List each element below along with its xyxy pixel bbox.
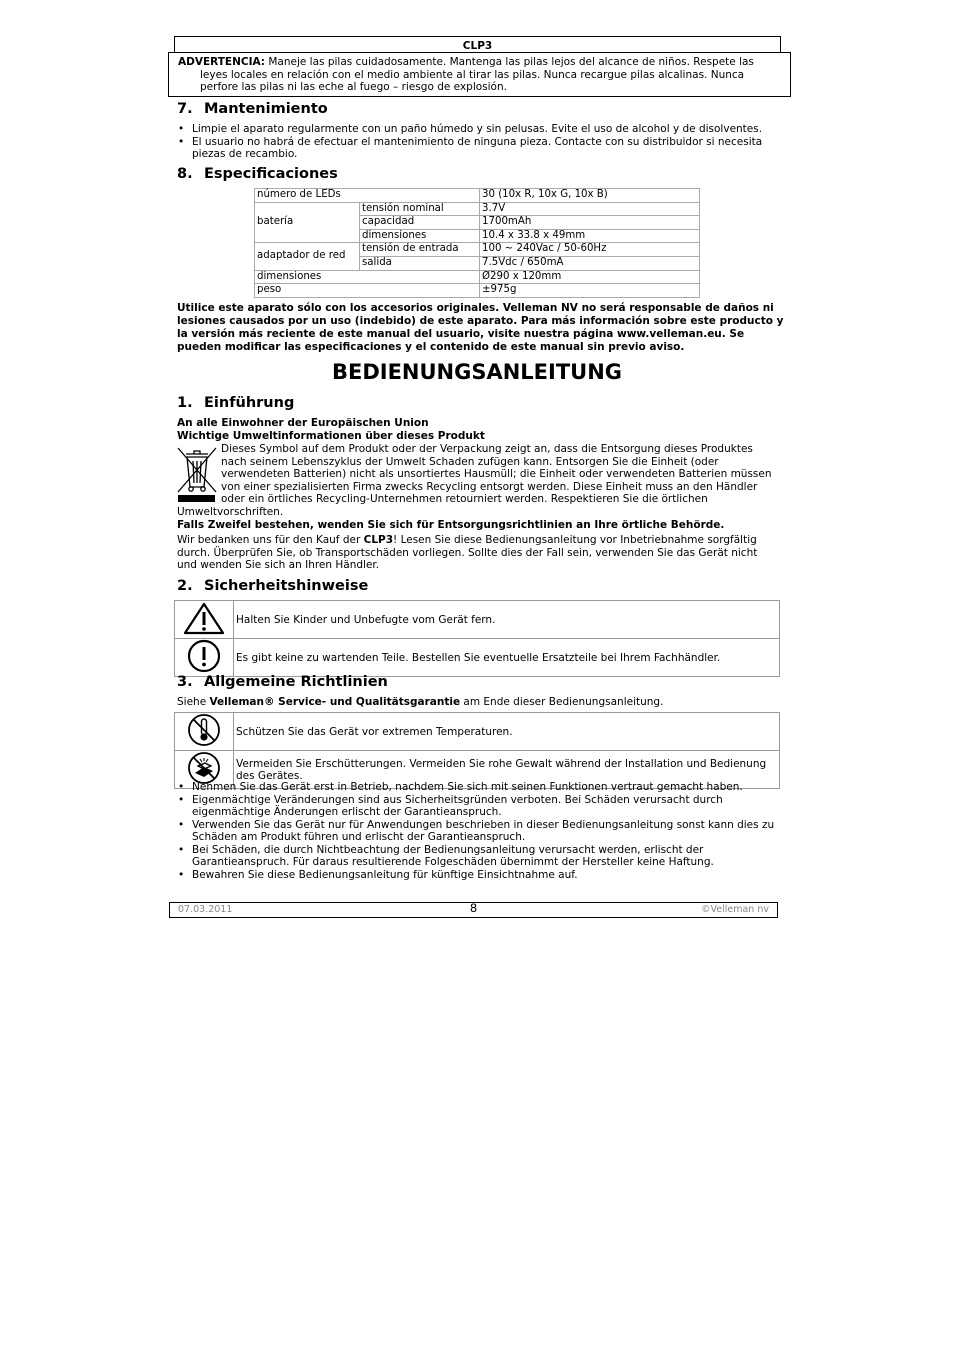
weee-bin-icon — [176, 445, 218, 503]
section-heading-allgemeine-richtlinien: 3. Allgemeine Richtlinien — [177, 674, 388, 690]
table-row: dimensiones 10.4 x 33.8 x 49mm — [255, 229, 700, 243]
table-row: Halten Sie Kinder und Unbefugte vom Gerät fern. — [175, 601, 780, 639]
no-shock-icon — [186, 751, 222, 785]
guidelines-list — [178, 781, 778, 881]
footer-copyright: ©Velleman nv — [701, 904, 769, 915]
list-item: • Nehmen Sie das Gerät erst in Betrieb, nachdem Sie sich mit seinen Funktionen vertraut gemacht haben. — [178, 781, 778, 794]
warning-line-3: perfore las pilas ni las eche al fuego – riesgo de explosión. — [200, 81, 507, 93]
table-row: batería tensión nominal 3.7V — [255, 202, 700, 216]
eu-heading: An alle Einwohner der Europäischen Union — [177, 417, 429, 429]
section-heading-mantenimiento: 7. Mantenimiento — [177, 101, 328, 117]
page-title: BEDIENUNGSANLEITUNG — [331, 360, 623, 384]
warning-label: ADVERTENCIA: — [178, 56, 266, 68]
section-heading-especificaciones: 8. Especificaciones — [177, 166, 338, 182]
table-row: adaptador de red tensión de entrada 100 ~ 240Vac / 50-60Hz — [255, 243, 700, 257]
list-item: • Bewahren Sie diese Bedienungsanleitung für künftige Einsichtnahme auf. — [178, 869, 778, 882]
warning-triangle-icon — [182, 601, 226, 635]
model-header: CLP3 — [174, 36, 781, 53]
safety-table — [174, 600, 780, 677]
table-row: capacidad 1700mAh — [255, 216, 700, 230]
list-item: • Limpie el aparato regularmente con un paño húmedo y sin pelusas. Evite el uso de alcohol y de disolventes. — [178, 123, 778, 136]
list-item: • Eigenmächtige Veränderungen sind aus Sicherheitsgründen verboten. Bei Schäden verursacht durch eigenmächtige Änderungen erlischt der Garantieanspruch. — [178, 794, 778, 819]
table-row: Schützen Sie das Gerät vor extremen Temperaturen. — [175, 713, 780, 751]
table-row: peso ±975g — [255, 284, 700, 298]
warranty-reference: Siehe Velleman® Service- und Qualitätsgarantie am Ende dieser Bedienungsanleitung. — [177, 696, 664, 708]
warning-line-1: Maneje las pilas cuidadosamente. Mantenga las pilas lejos del alcance de niños. Respete las — [268, 56, 754, 68]
maintenance-list — [178, 123, 778, 161]
warning-line-2: leyes locales en relación con el medio ambiente al tirar las pilas. Nunca recargue pilas alcalinas. Nunca — [200, 68, 745, 81]
exclamation-circle-icon — [186, 639, 222, 673]
thanks-paragraph: Wir bedanken uns für den Kauf der CLP3! Lesen Sie diese Bedienungsanleitung vor Inbetriebnahme sorgfältig durch. Überprüfen Sie, ob Transportschäden vorliegen. Sollte dies der Fall sein, verwenden Sie das Gerät nicht und wenden Sie sich an Ihren Händler. — [177, 534, 758, 571]
page-number: 8 — [469, 901, 478, 915]
list-item: • El usuario no habrá de efectuar el mantenimiento de ninguna pieza. Contacte con su distribuidor si necesita piezas de recambio. — [178, 136, 778, 161]
list-item: • Verwenden Sie das Gerät nur für Anwendungen beschrieben in dieser Bedienungsanleitung sonst kann dies zu Schäden am Produkt führen und erlischt der Garantieanspruch. — [178, 819, 778, 844]
weee-text-tail: Umweltvorschriften. — [177, 506, 284, 518]
authority-note: Falls Zweifel bestehen, wenden Sie sich für Entsorgungsrichtlinien an Ihre örtliche Behörde. — [177, 519, 725, 531]
list-item: • Bei Schäden, die durch Nichtbeachtung der Bedienungsanleitung verursacht werden, erlischt der Garantieanspruch. Für daraus resultierende Folgeschäden übernimmt der Hersteller keine Haftung. — [178, 844, 778, 869]
battery-warning — [168, 52, 791, 97]
table-row: dimensiones Ø290 x 120mm — [255, 270, 700, 284]
table-row: Es gibt keine zu wartenden Teile. Bestellen Sie eventuelle Ersatzteile bei Ihrem Fachhändler. — [175, 639, 780, 677]
section-heading-einfuehrung: 1. Einführung — [177, 395, 295, 411]
page-footer — [169, 902, 778, 918]
env-heading: Wichtige Umweltinformationen über dieses Produkt — [177, 430, 485, 442]
guidelines-table — [174, 712, 780, 789]
section-heading-sicherheitshinweise: 2. Sicherheitshinweise — [177, 578, 369, 594]
weee-text: Dieses Symbol auf dem Produkt oder der Verpackung zeigt an, dass die Entsorgung dieses Produktes nach seinem Lebenszyklus der Umwelt Schaden zufügen kann. Entsorgen Sie die Einheit (oder verwendeten Batterien) nicht als unsortiertes Hausmüll; die Einheit oder verwendeten Batterien müssen von einer spezialisierten Firma zwecks Recycling entsorgt werden. Diese Einheit muss an den Händler oder ein örtliches Recycling-Unternehmen retourniert werden. Respektieren Sie die örtlichen — [221, 443, 772, 505]
table-row: salida 7.5Vdc / 650mA — [255, 256, 700, 270]
table-row: Vermeiden Sie Erschütterungen. Vermeiden Sie rohe Gewalt während der Installation und Bedienung des Gerätes. — [175, 751, 780, 789]
spec-table — [254, 188, 700, 298]
table-row: número de LEDs 30 (10x R, 10x G, 10x B) — [255, 189, 700, 203]
footer-date: 07.03.2011 — [178, 904, 233, 915]
disclaimer: Utilice este aparato sólo con los accesorios originales. Velleman NV no será responsable de daños ni lesiones causados por un uso (indebido) de este aparato. Para más información sobre este producto y la versión más reciente de este manual del usuario, visite nuestra página www.velleman.eu. Se pueden modificar las especificaciones y el contenido de este manual sin previo aviso. — [177, 302, 784, 353]
no-temperature-icon — [186, 713, 222, 747]
